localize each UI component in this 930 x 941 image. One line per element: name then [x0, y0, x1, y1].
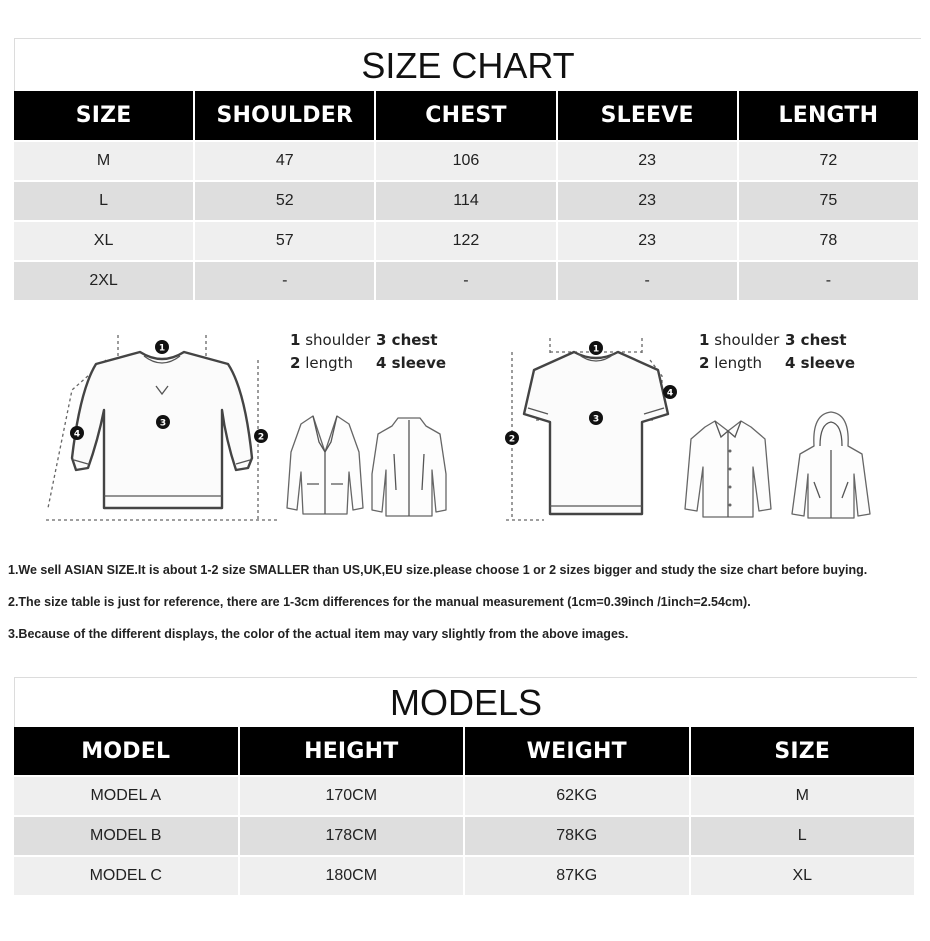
tshirt-measure-diagram — [498, 330, 688, 525]
legend-number: 1 — [290, 331, 301, 349]
models-header: MODEL — [14, 727, 238, 775]
legend-number: 3 — [376, 331, 387, 349]
legend-label: chest — [391, 331, 438, 349]
shirt-sketch — [683, 417, 773, 521]
models-title-box — [14, 677, 917, 728]
legend-row — [290, 329, 446, 352]
marker-chest — [589, 411, 603, 425]
table-cell: 87KG — [465, 857, 689, 895]
table-row — [14, 222, 918, 260]
marker-shoulder — [155, 340, 169, 354]
size-chart-header: SIZE — [14, 91, 193, 140]
table-cell: 72 — [739, 142, 918, 180]
table-cell: MODEL A — [14, 777, 238, 815]
legend-label: sleeve — [800, 354, 856, 372]
table-row — [14, 777, 914, 815]
svg-text:3: 3 — [159, 418, 167, 429]
table-cell: L — [14, 182, 193, 220]
zip-jacket-sketch — [368, 414, 450, 520]
legend-label: length — [714, 354, 763, 372]
table-cell: 23 — [558, 142, 737, 180]
sweatshirt-measure-diagram — [40, 330, 290, 525]
legend-number: 3 — [785, 331, 796, 349]
size-chart-header: SHOULDER — [195, 91, 374, 140]
size-chart-header: SLEEVE — [558, 91, 737, 140]
size-chart-header: LENGTH — [739, 91, 918, 140]
marker-sleeve — [663, 385, 677, 399]
table-cell: XL — [14, 222, 193, 260]
table-cell: 178CM — [240, 817, 464, 855]
table-cell: MODEL B — [14, 817, 238, 855]
table-cell: 52 — [195, 182, 374, 220]
table-cell: 122 — [376, 222, 555, 260]
svg-text:2: 2 — [508, 434, 516, 445]
legend-number: 2 — [699, 354, 710, 372]
blazer-sketch — [285, 412, 365, 518]
table-row — [14, 262, 918, 300]
table-cell: 47 — [195, 142, 374, 180]
table-row — [14, 142, 918, 180]
table-cell: L — [691, 817, 915, 855]
svg-text:1: 1 — [158, 343, 166, 354]
models-header: SIZE — [691, 727, 915, 775]
marker-sleeve — [70, 426, 84, 440]
table-cell: 2XL — [14, 262, 193, 300]
legend-row — [290, 352, 446, 375]
legend-label: chest — [800, 331, 847, 349]
legend-number: 1 — [699, 331, 710, 349]
size-chart-title-box — [14, 38, 921, 91]
models-header-row — [14, 727, 914, 775]
table-cell: 23 — [558, 222, 737, 260]
table-cell: M — [14, 142, 193, 180]
marker-length — [254, 429, 268, 443]
svg-text:4: 4 — [666, 388, 674, 399]
table-cell: 62KG — [465, 777, 689, 815]
marker-chest — [156, 415, 170, 429]
svg-text:3: 3 — [592, 414, 600, 425]
svg-text:1: 1 — [592, 344, 600, 355]
table-cell: 114 — [376, 182, 555, 220]
table-cell: 78KG — [465, 817, 689, 855]
table-cell: MODEL C — [14, 857, 238, 895]
legend-number: 4 — [376, 354, 387, 372]
table-cell: 23 — [558, 182, 737, 220]
legend-row — [699, 352, 855, 375]
table-cell: XL — [691, 857, 915, 895]
size-chart-header-row — [14, 91, 918, 140]
models-header: WEIGHT — [465, 727, 689, 775]
right-measure-legend — [699, 329, 855, 375]
table-cell: 75 — [739, 182, 918, 220]
models-header: HEIGHT — [240, 727, 464, 775]
models-table — [12, 725, 916, 897]
table-cell: 78 — [739, 222, 918, 260]
table-cell: M — [691, 777, 915, 815]
table-cell: - — [739, 262, 918, 300]
table-cell: - — [195, 262, 374, 300]
size-chart-table — [12, 89, 920, 302]
table-cell: - — [558, 262, 737, 300]
table-cell: 170CM — [240, 777, 464, 815]
legend-row — [699, 329, 855, 352]
table-row — [14, 182, 918, 220]
size-chart-title: SIZE CHART — [361, 45, 575, 86]
table-cell: 106 — [376, 142, 555, 180]
models-title: MODELS — [389, 682, 543, 723]
hoodie-sketch — [790, 410, 872, 522]
legend-label: length — [305, 354, 354, 372]
table-cell: - — [376, 262, 555, 300]
table-cell: 57 — [195, 222, 374, 260]
legend-label: shoulder — [714, 331, 780, 349]
table-row — [14, 817, 914, 855]
marker-shoulder — [589, 341, 603, 355]
marker-length — [505, 431, 519, 445]
legend-number: 4 — [785, 354, 796, 372]
left-measure-legend — [290, 329, 446, 375]
legend-label: shoulder — [305, 331, 371, 349]
note-reference: 2.The size table is just for reference, there are 1-3cm differences for the manual measurement (1cm=0.39inch /1inch=2.54cm). — [8, 595, 751, 609]
svg-text:2: 2 — [257, 432, 265, 443]
table-cell: 180CM — [240, 857, 464, 895]
table-row — [14, 857, 914, 895]
note-display-color: 3.Because of the different displays, the color of the actual item may vary slightly from the above images. — [8, 627, 629, 641]
legend-number: 2 — [290, 354, 301, 372]
note-asian-size: 1.We sell ASIAN SIZE.It is about 1-2 size SMALLER than US,UK,EU size.please choose 1 or 2 sizes bigger and study the size chart before buying. — [8, 563, 868, 577]
size-chart-header: CHEST — [376, 91, 555, 140]
legend-label: sleeve — [391, 354, 447, 372]
svg-text:4: 4 — [73, 429, 81, 440]
